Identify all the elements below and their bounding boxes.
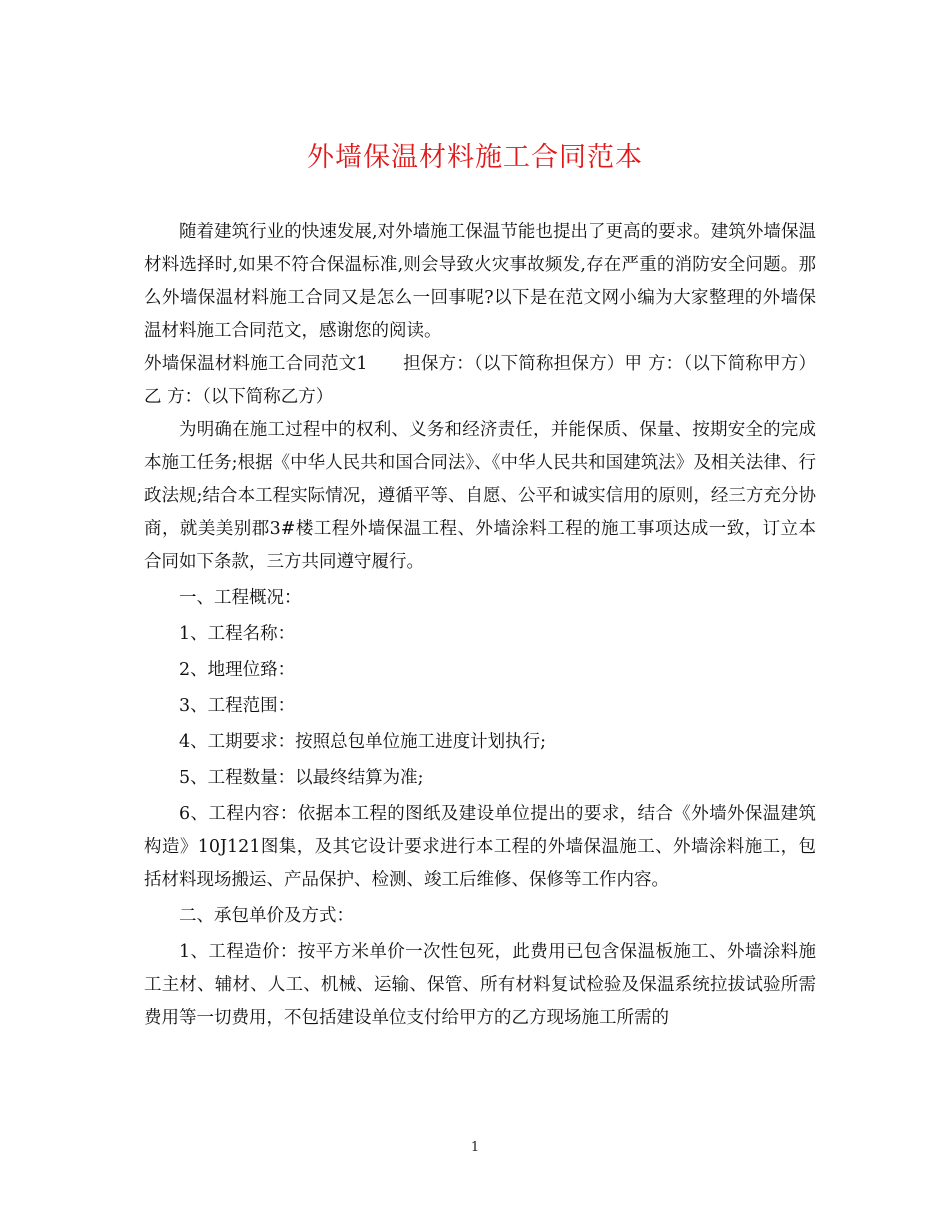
list-item-content: 6、工程内容：依据本工程的图纸及建设单位提出的要求，结合《外墙外保温建筑构造》10J121图集，及其它设计要求进行本工程的外墙保温施工、外墙涂料施工，包括材料现场搬运、产品保护、检测、竣工后维修、保修等工作内容。	[144, 804, 816, 890]
document-title: 外墙保温材料施工合同范本	[307, 142, 643, 173]
section-heading-project-overview: 一、工程概况：	[179, 588, 302, 608]
list-item-cost: 1、工程造价：按平方米单价一次性包死，此费用已包含保温板施工、外墙涂料施工主材、辅材、人工、机械、运输、保管、所有材料复试检验及保温系统拉拔试验所需费用等一切费用，不包括建设单位支付给甲方的乙方现场施工所需的	[144, 942, 816, 1028]
page-number: 1	[470, 1140, 480, 1155]
list-item-location: 2、地理位臵：	[179, 660, 296, 680]
list-item-scope: 3、工程范围：	[179, 696, 296, 716]
purpose-paragraph: 为明确在施工过程中的权利、义务和经济责任，并能保质、保量、按期安全的完成本施工任务;根据《中华人民共和国合同法》、《中华人民共和国建筑法》及相关法律、行政法规;结合本工程实际情况，遵循平等、自愿、公平和诚实信用的原则，经三方充分协商，就美美别郡3#楼工程外墙保温工程、外墙涂料工程的施工事项达成一致，订立本合同如下条款，三方共同遵守履行。	[144, 420, 816, 572]
intro-paragraph: 随着建筑行业的快速发展,对外墙施工保温节能也提出了更高的要求。建筑外墙保温材料选择时,如果不符合保温标准,则会导致火灾事故频发,存在严重的消防安全问题。那么外墙保温材料施工合同又是怎么一回事呢?以下是在范文网小编为大家整理的外墙保温材料施工合同范文，感谢您的阅读。	[144, 222, 816, 341]
section-heading-pricing: 二、承包单价及方式：	[179, 906, 354, 926]
parties-paragraph: 外墙保温材料施工合同范文1 担保方：（以下简称担保方）甲 方：（以下简称甲方）乙 方：（以下简称乙方）	[144, 354, 816, 407]
list-item-schedule: 4、工期要求：按照总包单位施工进度计划执行;	[179, 732, 547, 752]
document-body	[144, 216, 816, 1035]
list-item-quantity: 5、工程数量：以最终结算为准;	[179, 768, 424, 788]
list-item-project-name: 1、工程名称：	[179, 624, 296, 644]
